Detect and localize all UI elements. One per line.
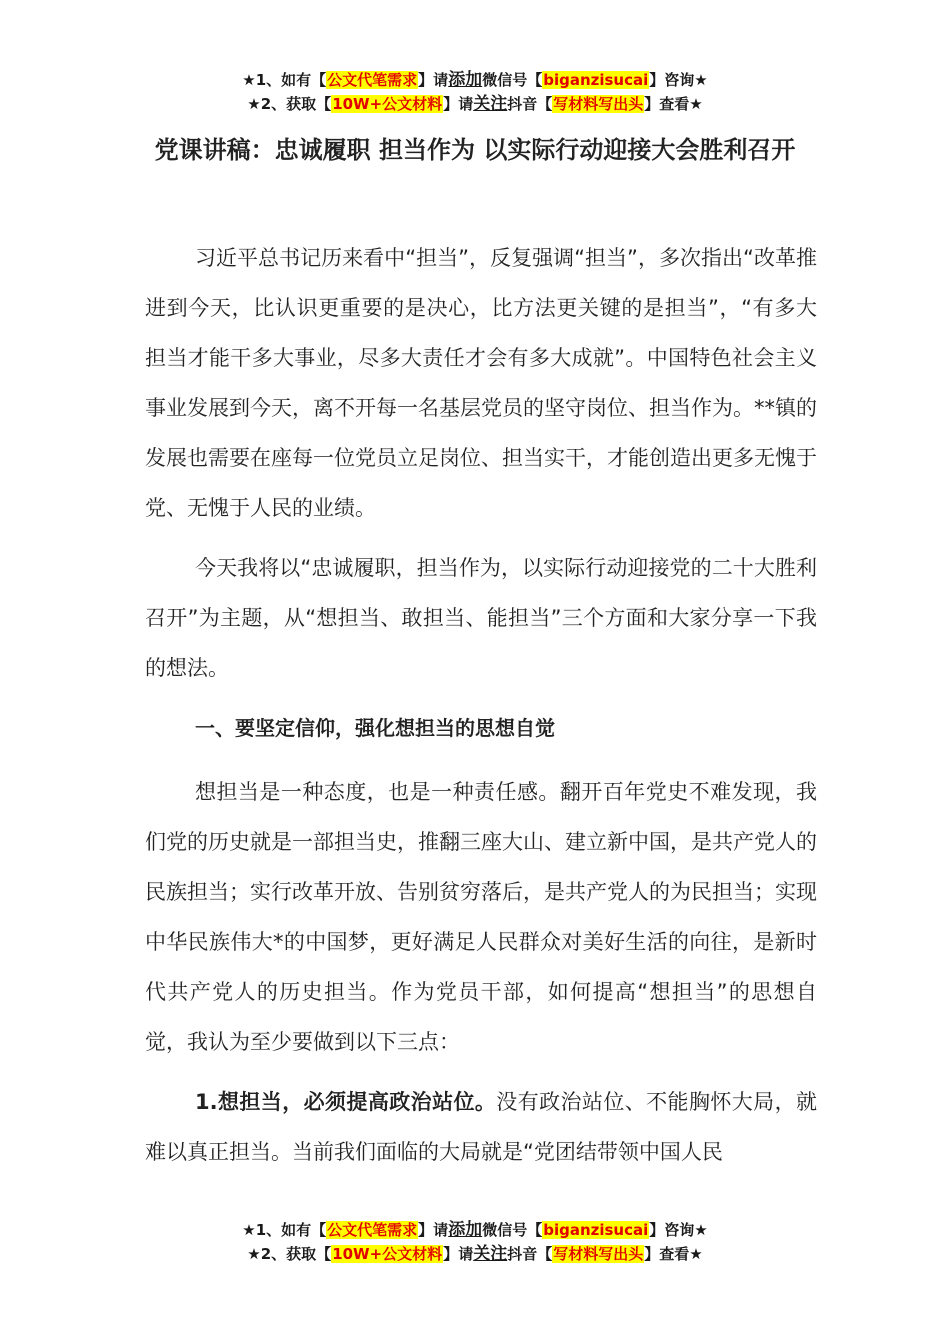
paragraph-point-1 (145, 1077, 817, 1177)
banner-line-1 (0, 68, 950, 92)
paragraph-theme: 今天我将以“忠诚履职，担当作为，以实际行动迎接党的二十大胜利召开”为主题，从“想担当、敢担当、能担当”三个方面和大家分享一下我的想法。 (145, 556, 817, 680)
point-text: 没有政治站位、不能胸怀大局，就难以真正担当。当前我们面临的大局就是“党团结带领中国人民 (145, 1090, 817, 1164)
paragraph-section-1: 想担当是一种态度，也是一种责任感。翻开百年党史不难发现，我们党的历史就是一部担当史，推翻三座大山、建立新中国，是共产党人的民族担当；实行改革开放、告别贫穷落后，是共产党人的为民担当；实现中华民族伟大*的中国梦，更好满足人民群众对美好生活的向往，是新时代共产党人的历史担当。作为党员干部，如何提高“想担当”的思想自觉，我认为至少要做到以下三点： (145, 780, 817, 1054)
banner-text: 】请 (443, 1245, 474, 1263)
douyin-account: 写材料写出头 (553, 95, 644, 113)
banner-text: 微信号【 (482, 71, 543, 89)
highlight-text: 公文代笔需求 (327, 1221, 418, 1239)
document-title: 党课讲稿：忠诚履职 担当作为 以实际行动迎接大会胜利召开 (154, 136, 796, 164)
wechat-id: biganzisucai (543, 71, 649, 89)
banner-text: ★2、获取【 (247, 95, 332, 113)
section-heading-1: 一、要坚定信仰，强化想担当的思想自觉 (195, 716, 555, 740)
highlight-text: 10W+公文材料 (332, 1245, 443, 1263)
banner-text: 】查看★ (644, 95, 703, 113)
banner-text: 】咨询★ (649, 71, 708, 89)
underlined-text: 添加 (448, 1220, 483, 1240)
point-lead: 1.想担当，必须提高政治站位。 (195, 1090, 497, 1114)
banner-text: ★1、如有【 (242, 1221, 327, 1239)
banner-text: 微信号【 (482, 1221, 543, 1239)
banner-text: 抖音【 (507, 95, 553, 113)
banner-text: 】请 (418, 71, 449, 89)
banner-text: 】咨询★ (649, 1221, 708, 1239)
banner-text: 】请 (418, 1221, 449, 1239)
banner-line-2 (0, 92, 950, 116)
highlight-text: 公文代笔需求 (327, 71, 418, 89)
underlined-text: 添加 (448, 70, 483, 90)
banner-line-1 (0, 1218, 950, 1242)
banner-line-2 (0, 1242, 950, 1266)
banner-text: 】查看★ (644, 1245, 703, 1263)
wechat-id: biganzisucai (543, 1221, 649, 1239)
highlight-text: 10W+公文材料 (332, 95, 443, 113)
douyin-account: 写材料写出头 (553, 1245, 644, 1263)
underlined-text: 关注 (473, 94, 508, 114)
underlined-text: 关注 (473, 1244, 508, 1264)
banner-text: 抖音【 (507, 1245, 553, 1263)
header-banner (0, 68, 950, 116)
footer-banner (0, 1218, 950, 1266)
banner-text: ★2、获取【 (247, 1245, 332, 1263)
paragraph-intro: 习近平总书记历来看中“担当”，反复强调“担当”，多次指出“改革推进到今天，比认识更重要的是决心，比方法更关键的是担当”，“有多大担当才能干多大事业，尽多大责任才会有多大成就”。中国特色社会主义事业发展到今天，离不开每一名基层党员的坚守岗位、担当作为。**镇的发展也需要在座每一位党员立足岗位、担当实干，才能创造出更多无愧于党、无愧于人民的业绩。 (145, 246, 817, 520)
banner-text: ★1、如有【 (242, 71, 327, 89)
banner-text: 】请 (443, 95, 474, 113)
